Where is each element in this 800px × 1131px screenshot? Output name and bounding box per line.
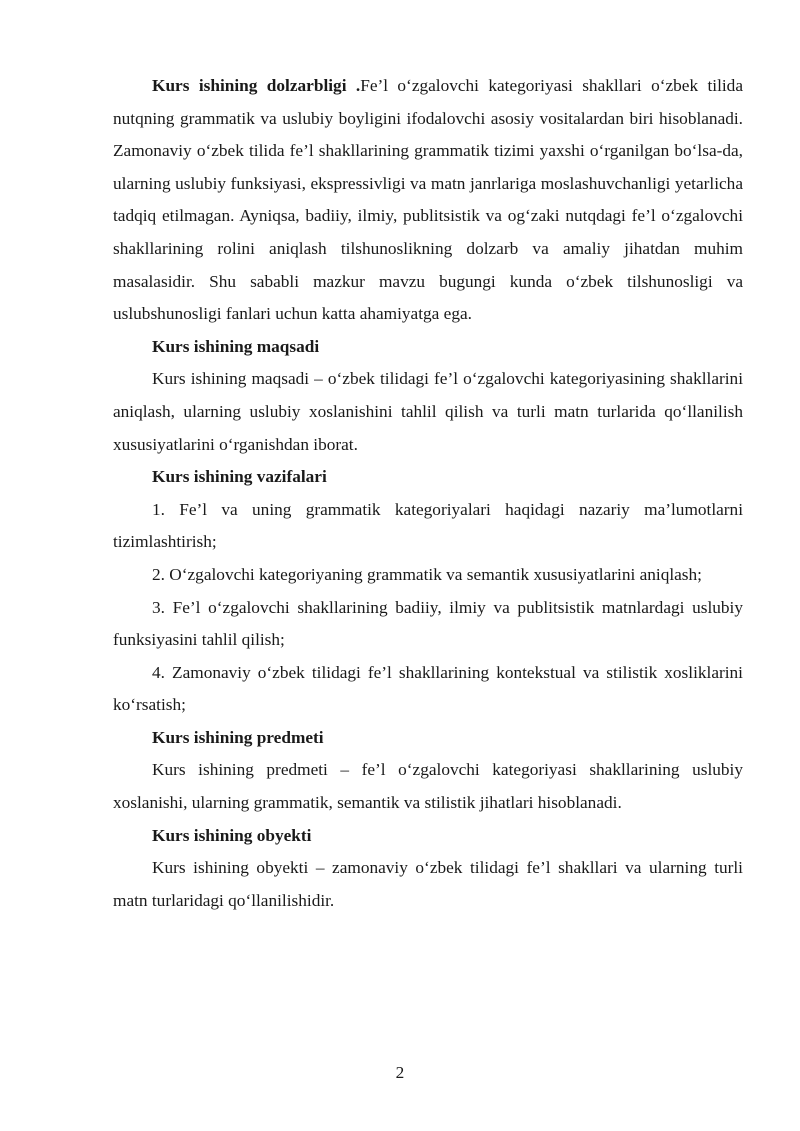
object-heading: Kurs ishining obyekti	[152, 825, 312, 845]
task-item-2: 2. O‘zgalovchi kategoriyaning grammatik va semantik xususiyatlarini aniqlash;	[152, 564, 702, 584]
task-item-1: 1. Fe’l va uning grammatik kategoriyalari haqidagi nazariy ma’lumotlarni tizimlashtirish;	[113, 499, 743, 552]
subject-heading: Kurs ishining predmeti	[152, 727, 324, 747]
page-number: 2	[395, 1063, 405, 1082]
tasks-heading: Kurs ishining vazifalari	[152, 467, 327, 487]
task-item-3: 3. Fe’l o‘zgalovchi shakllarining badiiy, ilmiy va publitsistik matnlardagi uslubiy funksiyasini tahlil qilish;	[113, 597, 743, 650]
task-item-4: 4. Zamonaviy o‘zbek tilidagi fe’l shakllarining kontekstual va stilistik xosliklarini ko‘rsatish;	[113, 662, 743, 715]
relevance-text: Fe’l o‘zgalovchi kategoriyasi shakllari o‘zbek tilida nutqning grammatik va uslubiy boyligini ifodalovchi asosiy vositalardan biri hisoblanadi. Zamonaviy o‘zbek tilida fe’l shakllarining grammatik tizimi yaxshi o‘rganilgan bo‘lsa-da, ularning uslubiy funksiyasi, ekspressivligi va matn janrlariga moslashuvchanligi yetarlicha tadqiq etilmagan. Ayniqsa, badiiy, ilmiy, publitsistik va og‘zaki nutqdagi fe’l o‘zgalovchi shakllarining rolini aniqlash tilshunoslikning dolzarb va amaliy jihatdan muhim masalasidir. Shu sababli mazkur mavzu bugungi kunda o‘zbek tilshunosligi va uslubshunosligi fanlari uchun katta ahamiyatga ega.	[113, 76, 743, 324]
subject-text: Kurs ishining predmeti – fe’l o‘zgalovchi kategoriyasi shakllarining uslubiy xoslanishi, ularning grammatik, semantik va stilistik jihatlari hisoblanadi.	[113, 760, 743, 813]
object-text: Kurs ishining obyekti – zamonaviy o‘zbek tilidagi fe’l shakllari va ularning turli matn turlaridagi qo‘llanilishidir.	[113, 858, 743, 910]
purpose-text: Kurs ishining maqsadi – o‘zbek tilidagi fe’l o‘zgalovchi kategoriyasining shakllarini aniqlash, ularning uslubiy xoslanishini tahlil qilish va turli matn turlarida qo‘llanilish xususiyatlarini o‘rganishdan iborat.	[113, 369, 743, 454]
document-page	[113, 70, 743, 917]
purpose-heading: Kurs ishining maqsadi	[152, 336, 320, 356]
relevance-heading: Kurs ishining dolzarbligi .	[152, 76, 361, 95]
relevance-paragraph	[113, 70, 743, 331]
